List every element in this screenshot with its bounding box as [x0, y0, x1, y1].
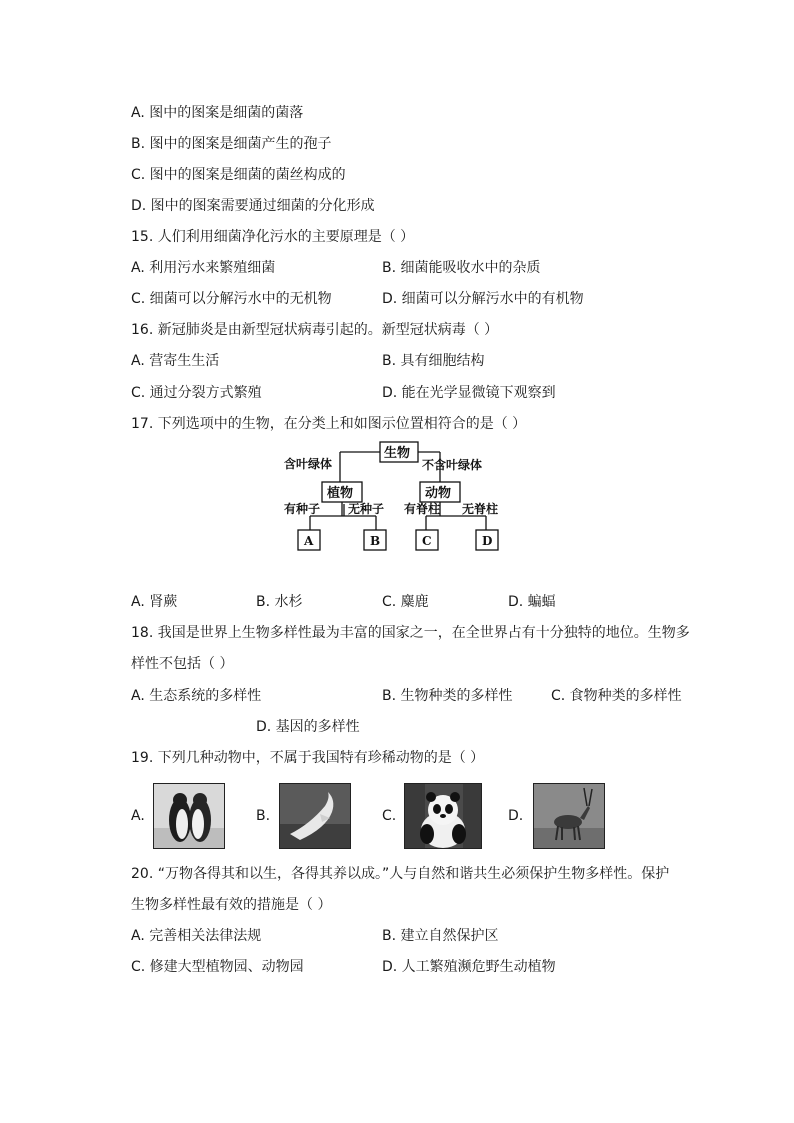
q17-option-a: A. 肾蕨	[131, 594, 178, 610]
with-seed-label: 有种子	[284, 502, 321, 516]
q16-option-c: C. 通过分裂方式繁殖	[131, 385, 262, 401]
q16-stem: 16. 新冠肺炎是由新型冠状病毒引起的。新型冠状病毒（ ）	[131, 322, 499, 338]
q20-option-a: A. 完善相关法律法规	[131, 928, 262, 944]
q19-option-c-label: C.	[382, 808, 397, 824]
q19-option-a-label: A.	[131, 808, 145, 824]
q20-stem-line1: 20. “万物各得其和以生，各得其养以成。”人与自然和谐共生必须保护生物多样性。保护	[131, 866, 670, 882]
q16-option-d: D. 能在光学显微镜下观察到	[382, 385, 556, 401]
animal-label: 动物	[425, 486, 452, 501]
right-edge-label: 不含叶绿体	[422, 458, 483, 472]
penguins-photo	[153, 783, 225, 849]
q20-stem-line2: 生物多样性最有效的措施是（ ）	[131, 897, 332, 913]
classification-diagram	[280, 438, 515, 558]
q20-option-b: B. 建立自然保护区	[382, 928, 499, 944]
q18-option-b: B. 生物种类的多样性	[382, 688, 513, 704]
left-edge-label: 含叶绿体	[284, 457, 333, 471]
q18-stem-line2: 样性不包括（ ）	[131, 656, 234, 672]
q14-option-a: A. 图中的图案是细菌的菌落	[131, 105, 304, 121]
q17-option-c: C. 麋鹿	[382, 594, 429, 610]
q19-option-b-label: B.	[256, 808, 271, 824]
q17-option-b: B. 水杉	[256, 594, 303, 610]
q15-stem: 15. 人们利用细菌净化污水的主要原理是（ ）	[131, 229, 415, 245]
q18-option-d: D. 基因的多样性	[256, 719, 360, 735]
q15-option-c: C. 细菌可以分解污水中的无机物	[131, 291, 332, 307]
box-d-label: D	[482, 534, 493, 548]
box-a-label: A	[304, 534, 314, 548]
q15-option-d: D. 细菌可以分解污水中的有机物	[382, 291, 584, 307]
q17-stem: 17. 下列选项中的生物，在分类上和如图示位置相符合的是（ ）	[131, 416, 527, 432]
q14-option-d: D. 图中的图案需要通过细菌的分化形成	[131, 198, 375, 214]
root-label: 生物	[384, 446, 411, 461]
q19-stem: 19. 下列几种动物中，不属于我国特有珍稀动物的是（ ）	[131, 750, 485, 766]
q16-option-b: B. 具有细胞结构	[382, 353, 485, 369]
q16-option-a: A. 营寄生生活	[131, 353, 220, 369]
panda-photo	[404, 783, 482, 849]
q20-option-d: D. 人工繁殖濒危野生动植物	[382, 959, 556, 975]
antelope-photo	[533, 783, 605, 849]
dolphin-photo	[279, 783, 351, 849]
q18-option-c: C. 食物种类的多样性	[551, 688, 682, 704]
q15-option-a: A. 利用污水来繁殖细菌	[131, 260, 276, 276]
q18-option-a: A. 生态系统的多样性	[131, 688, 262, 704]
q14-option-b: B. 图中的图案是细菌产生的孢子	[131, 136, 332, 152]
q14-option-c: C. 图中的图案是细菌的菌丝构成的	[131, 167, 346, 183]
no-seed-label: 无种子	[348, 502, 385, 516]
q17-option-d: D. 蝙蝠	[508, 594, 556, 610]
q18-stem-line1: 18. 我国是世界上生物多样性最为丰富的国家之一，在全世界占有十分独特的地位。生物多	[131, 625, 690, 641]
box-b-label: B	[370, 534, 381, 548]
q20-option-c: C. 修建大型植物园、动物园	[131, 959, 304, 975]
plant-label: 植物	[327, 486, 354, 501]
with-spine-label: 有脊柱	[404, 502, 441, 516]
q15-option-b: B. 细菌能吸收水中的杂质	[382, 260, 541, 276]
q19-option-d-label: D.	[508, 808, 524, 824]
no-spine-label: 无脊柱	[462, 502, 499, 516]
box-c-label: C	[422, 534, 432, 548]
